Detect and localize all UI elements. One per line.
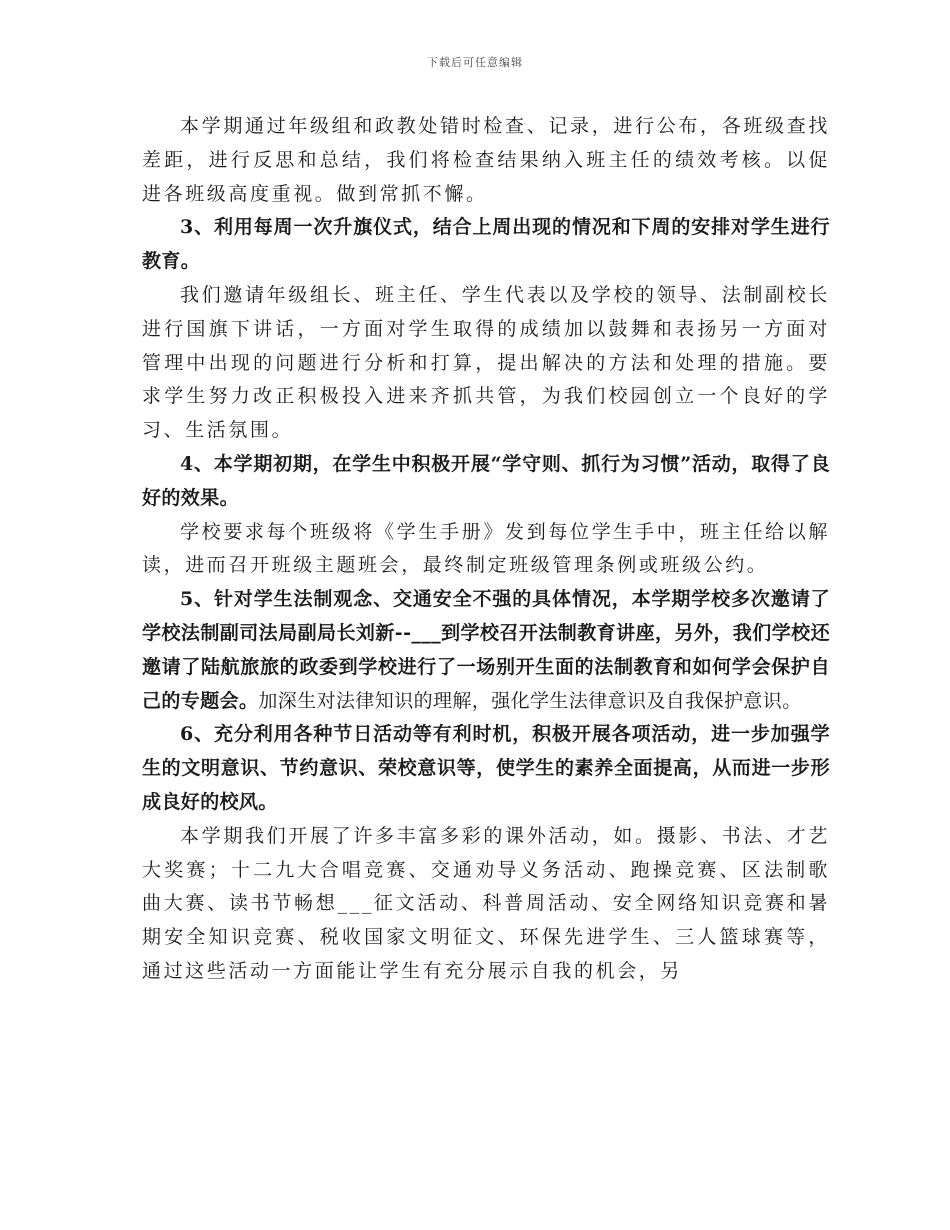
paragraph-text: 本学期我们开展了许多丰富多彩的课外活动，如。摄影、书法、才艺大奖赛；十二九大合唱竞赛、交通劝导义务活动、跑操竞赛、区法制歌曲大赛、读书节畅想___征文活动、科普周活动、安全网络知识竞赛和暑期安全知识竞赛、税收国家文明征文、环保先进学生、三人篮球赛等，通过这些活动一方面能让学生有充分展示自我的机会，另 <box>142 824 830 982</box>
paragraph-flag-speech <box>142 279 830 448</box>
page-header: 下载后可任意编辑 <box>427 56 523 69</box>
paragraph-extracurricular <box>142 820 830 989</box>
heading-text: 3、利用每周一次升旗仪式，结合上周出现的情况和下周的安排对学生进行教育。 <box>142 216 830 273</box>
document-body <box>142 110 830 989</box>
paragraph-inspection <box>142 110 830 211</box>
paragraph-text: 加深生对法律知识的理解，强化学生法律意识及自我保护意识。 <box>258 689 802 712</box>
bold-text: 5、针对学生法制观念、交通安全不强的具体情况，本学期学校多次邀请了学校法制副司法局副局长刘新--___到学校召开法制教育讲座，另外，我们学校还邀请了陆航旅旅的政委到学校进行了一场别开生面的法制教育和如何学会保护自己的专题会。 <box>142 588 830 712</box>
heading-flag-ceremony <box>142 211 830 279</box>
paragraph-text: 本学期通过年级组和政教处错时检查、记录，进行公布，各班级查找差距，进行反思和总结，我们将检查结果纳入班主任的绩效考核。以促进各班级高度重视。做到常抓不懈。 <box>142 115 830 205</box>
heading-text: 6、充分利用各种节日活动等有利时机，积极开展各项活动，进一步加强学生的文明意识、节约意识、荣校意识等，使学生的素养全面提高，从而进一步形成良好的校风。 <box>142 723 830 813</box>
paragraph-text: 学校要求每个班级将《学生手册》发到每位学生手中，班主任给以解读，进而召开班级主题班会，最终制定班级管理条例或班级公约。 <box>142 520 830 577</box>
heading-text: 4、本学期初期，在学生中积极开展“学守则、抓行为习惯”活动，取得了良好的效果。 <box>142 452 830 509</box>
paragraph-text: 我们邀请年级组长、班主任、学生代表以及学校的领导、法制副校长进行国旗下讲话，一方面对学生取得的成绩加以鼓舞和表扬另一方面对管理中出现的问题进行分析和打算，提出解决的方法和处理的措施。要求学生努力改正积极投入进来齐抓共管，为我们校园创立一个良好的学习、生活氛围。 <box>142 283 830 442</box>
paragraph-student-handbook <box>142 516 830 584</box>
heading-behavior-habits <box>142 448 830 516</box>
paragraph-legal-education <box>142 583 830 718</box>
heading-festival-activities <box>142 718 830 819</box>
